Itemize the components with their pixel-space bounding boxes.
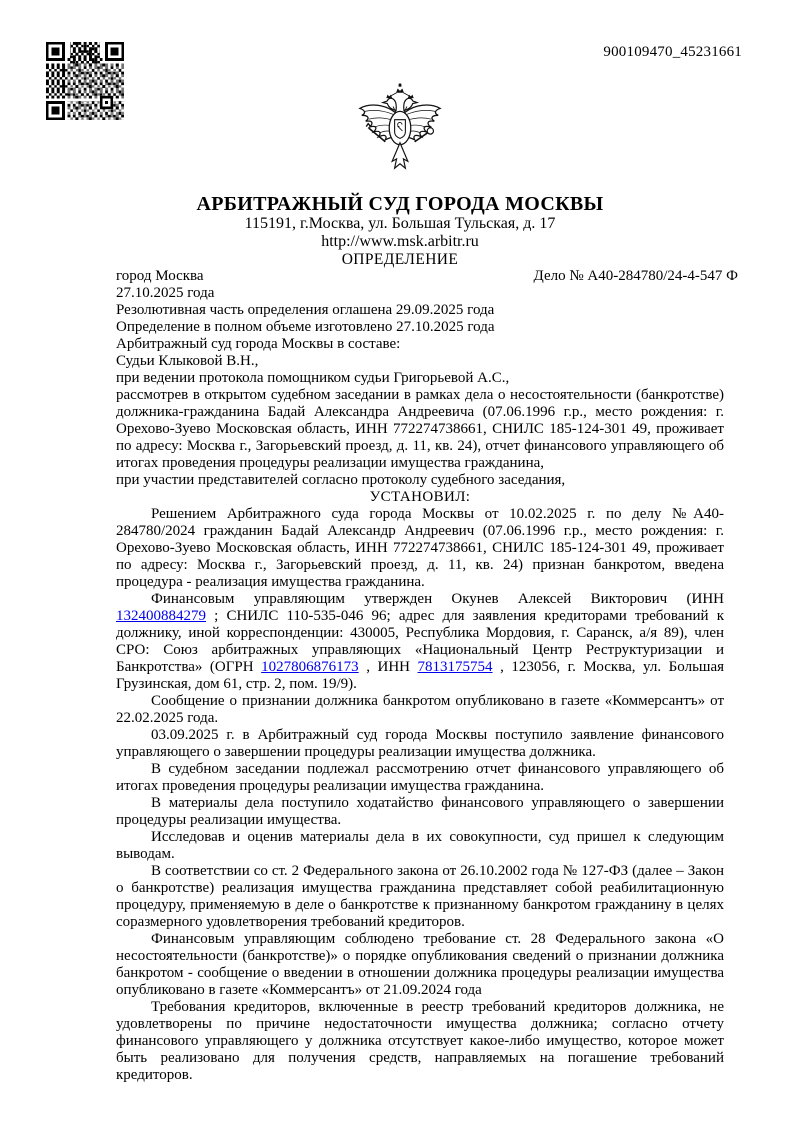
- protocol-clerk-line: при ведении протокола помощником судьи Григорьевой А.С.,: [116, 370, 510, 386]
- paragraph-report-review: В судебном заседании подлежал рассмотрению отчет финансового управляющего об итогах проведения процедуры реализации имущества гражданина.: [116, 761, 724, 794]
- court-name: АРБИТРАЖНЫЙ СУД ГОРОДА МОСКВЫ: [196, 193, 604, 215]
- city-label: город Москва: [116, 268, 204, 284]
- decision-date: 27.10.2025 года: [116, 285, 215, 301]
- case-number: Дело № А40-284780/24-4-547 Ф: [533, 268, 738, 284]
- paragraph-conclusions: Исследовав и оценив материалы дела в их совокупности, суд пришел к следующим выводам.: [116, 829, 724, 862]
- fm-text-2: ; СНИЛС 110-535-046 96; адрес для заявления кредиторами требований к должнику, иной корреспонденции: 430005, Республика Мордовия, г. Саранск, а/я 89), член СРО: Союз арбитражных управляющих «Национальный Центр Реструктуризации и Банкротства» (ОГРН: [116, 608, 724, 675]
- court-address: 115191, г.Москва, ул. Большая Тульская, д. 17: [244, 215, 556, 232]
- qr-code-icon: [45, 42, 125, 120]
- document-id: 900109470_45231661: [603, 44, 742, 60]
- case-meta-row: [116, 268, 738, 285]
- resolution-announced-line: Резолютивная часть определения оглашена 29.09.2025 года: [116, 302, 495, 318]
- paragraph-article28: Финансовым управляющим соблюдено требование ст. 28 Федерального закона «О несостоятельности (банкротстве)» о порядке опубликования сведений о признании должника банкротом - сообщение о введении в отношении должника процедуры реализации имущества опубликовано в газете «Коммерсантъ» от 21.09.2024 года: [116, 931, 724, 998]
- double-headed-eagle-icon: [354, 83, 446, 177]
- document-header: [0, 193, 800, 268]
- paragraph-application-received: 03.09.2025 г. в Арбитражный суд города Москвы поступило заявление финансового управляющего о завершении процедуры реализации имущества должника.: [116, 727, 724, 760]
- paragraph-creditors-claims: Требования кредиторов, включенные в реестр требований кредиторов должника, не удовлетворены по причине недостаточности имущества должника; согласно отчету финансового управляющего у должника отсутствует какое-либо имущество, которое может быть реализовано для получения средств, направляемых на погашение требований кредиторов.: [116, 999, 724, 1083]
- full-text-made-line: Определение в полном объеме изготовлено 27.10.2025 года: [116, 319, 495, 335]
- document-body: [116, 268, 738, 1084]
- paragraph-financial-manager: [116, 591, 724, 693]
- judge-line: Судьи Клыковой В.Н.,: [116, 353, 259, 369]
- paragraph-decision: Решением Арбитражного суда города Москвы от 10.02.2025 г. по делу №А40-284780/2024 гражданин Бадай Александр Андреевич (07.06.1996 г.р., место рождения: г. Орехово-Зуево Московская область, ИНН 772274738661, СНИЛС 185-124-301 49, проживает по адресу: Москва г., Загорьевский проезд, д. 11, кв. 24) признан банкротом, введена процедура - реализация имущества гражданина.: [116, 506, 724, 590]
- manager-inn-link[interactable]: 132400884279: [116, 608, 206, 624]
- ruled-heading: УСТАНОВИЛ:: [369, 489, 471, 505]
- case-review-paragraph: рассмотрев в открытом судебном заседании в рамках дела о несостоятельности (банкротстве) должника-гражданина Бадай Александра Андреевича (07.06.1996 г.р., место рождения: г. Орехово-Зуево Московская область, ИНН 772274738661, СНИЛС 185-124-301 49, проживает по адресу: Москва г., Загорьевский проезд, д. 11, кв. 24), отчет финансового управляющего об итогах проведения процедуры реализации имущества гражданина,: [116, 387, 724, 471]
- paragraph-law-reference: В соответствии со ст. 2 Федерального закона от 26.10.2002 года № 127-ФЗ (далее – Закон о банкротстве) реализация имущества гражданина представляет собой реабилитационную процедуру, применяемую в деле о банкротстве к признанному банкротом гражданину в целях соразмерного удовлетворения требований кредиторов.: [116, 863, 724, 930]
- court-website: http://www.msk.arbitr.ru: [321, 233, 479, 250]
- document-type-title: ОПРЕДЕЛЕНИЕ: [341, 251, 459, 268]
- sro-ogrn-link[interactable]: 1027806876173: [261, 659, 359, 675]
- fm-text-3: , ИНН: [358, 659, 418, 675]
- court-composition-line: Арбитражный суд города Москвы в составе:: [116, 336, 401, 352]
- paragraph-motion: В материалы дела поступило ходатайство финансового управляющего о завершении процедуры реализации имущества.: [116, 795, 724, 828]
- paragraph-publication: Сообщение о признании должника банкротом опубликовано в газете «Коммерсантъ» от 22.02.2025 года.: [116, 693, 724, 726]
- fm-text-4: , 123056, г. Москва, ул. Большая Грузинская, дом 61, стр. 2, пом. 19/9).: [116, 659, 725, 692]
- participants-line: при участии представителей согласно протоколу судебного заседания,: [116, 472, 566, 488]
- fm-text-1: Финансовым управляющим утвержден Окунев Алексей Викторович (ИНН: [151, 591, 724, 607]
- sro-inn-link[interactable]: 7813175754: [417, 659, 493, 675]
